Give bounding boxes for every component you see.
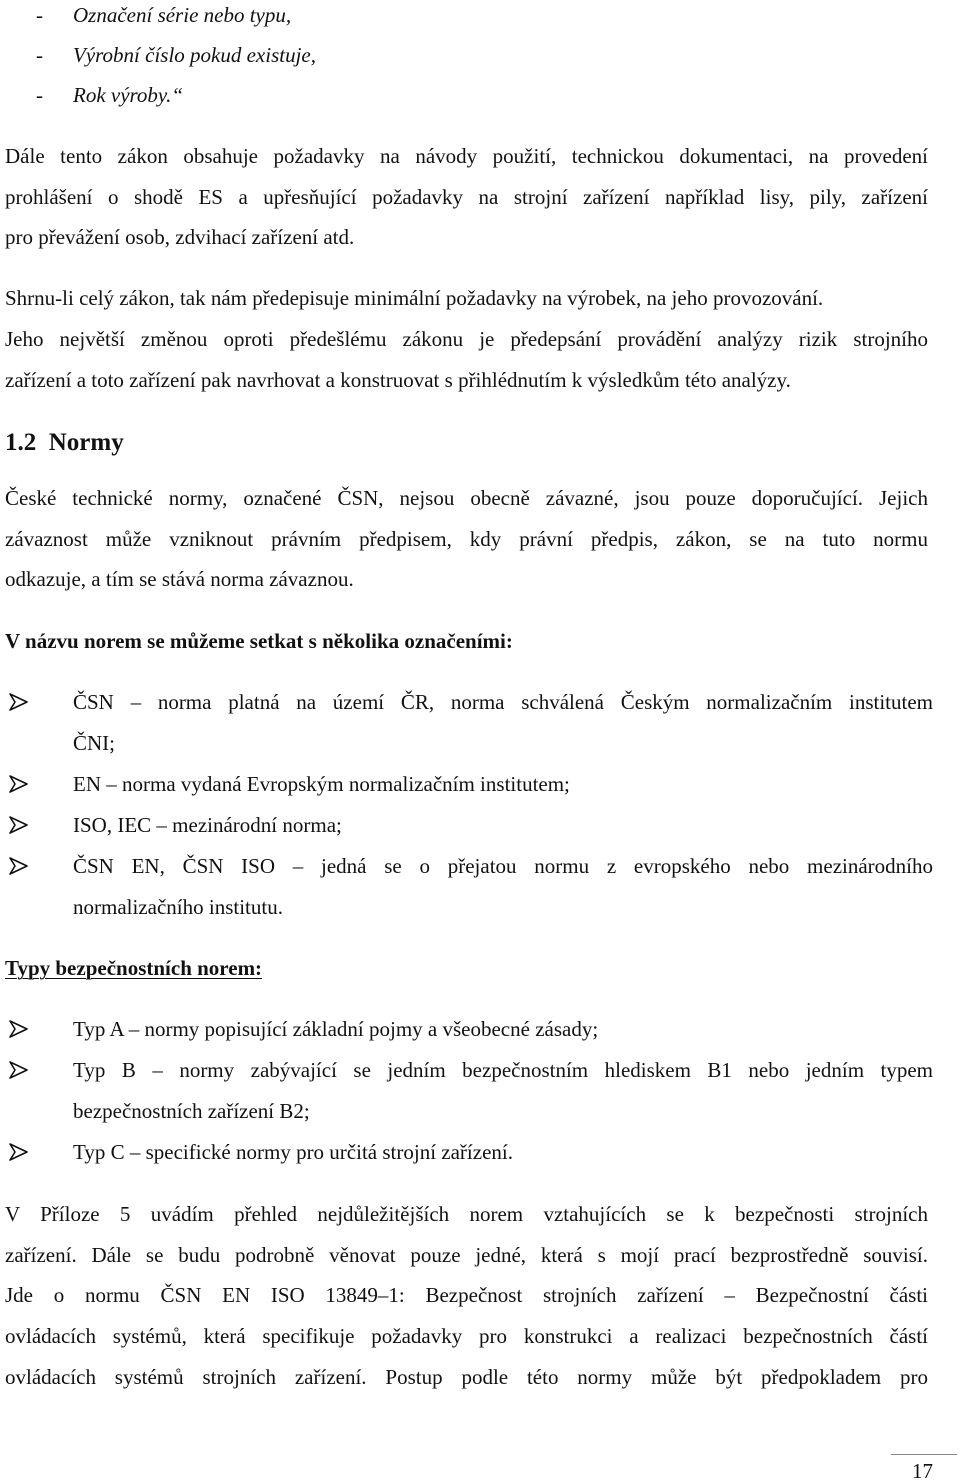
dash-marker: - xyxy=(36,3,43,27)
paragraph-line: Shrnu-li celý zákon, tak nám předepisuje minimální požadavky na výrobek, na jeho provozování. xyxy=(5,286,824,310)
list-item-text: Výrobní číslo pokud existuje, xyxy=(73,43,316,67)
list-item-text: EN – norma vydaná Evropským normalizačním institutem; xyxy=(73,772,570,796)
list-item-text: Typ A – normy popisující základní pojmy a všeobecné zásady; xyxy=(73,1017,599,1041)
dash-marker: - xyxy=(36,43,43,67)
section-number: 1.2 xyxy=(5,429,37,456)
arrow-bullet-icon xyxy=(9,1020,29,1038)
paragraph-line: Jeho největší změnou oproti předešlému zákonu je předepsání provádění analýzy rizik strojního xyxy=(5,327,928,351)
paragraph-line: odkazuje, a tím se stává norma závaznou. xyxy=(5,567,354,591)
list-item-text: Typ B – normy zabývající se jedním bezpečnostním hlediskem B1 nebo jedním typem xyxy=(73,1058,933,1082)
list-item-text: ISO, IEC – mezinárodní norma; xyxy=(73,813,342,837)
paragraph-line: závaznost může vzniknout právním předpisem, kdy právní předpis, zákon, se na tuto normu xyxy=(5,527,928,551)
arrow-bullet-icon xyxy=(9,1061,29,1079)
list-item-text: bezpečnostních zařízení B2; xyxy=(73,1099,310,1123)
paragraph-line: zařízení a toto zařízení pak navrhovat a konstruovat s přihlédnutím k výsledkům této analýzy. xyxy=(5,368,791,392)
list-item-text: normalizačního institutu. xyxy=(73,895,283,919)
types-heading xyxy=(5,955,262,981)
arrow-bullet-icon xyxy=(9,775,29,793)
arrow-bullet-icon xyxy=(9,857,29,875)
paragraph-line: zařízení. Dále se budu podrobně věnovat pouze jedné, která s mojí prací bezprostředně souvisí. xyxy=(5,1243,928,1267)
list-item-text: Typ C – specifické normy pro určitá strojní zařízení. xyxy=(73,1140,513,1164)
paragraph-line: prohlášení o shodě ES a upřesňující požadavky na strojní zařízení například lisy, pily, zařízení xyxy=(5,185,928,209)
section-title: Normy xyxy=(48,429,124,456)
list-item-text: ČSN – norma platná na území ČR, norma schválená Českým normalizačním institutem xyxy=(73,690,933,714)
list-item-text: ČSN EN, ČSN ISO – jedná se o přejatou normu z evropského nebo mezinárodního xyxy=(73,854,933,878)
paragraph-line: Dále tento zákon obsahuje požadavky na návody použití, technickou dokumentaci, na provedení xyxy=(5,144,928,168)
arrow-bullet-icon xyxy=(9,693,29,711)
page-number: 17 xyxy=(912,1459,933,1483)
paragraph-line: V Příloze 5 uvádím přehled nejdůležitějších norem vztahujících se k bezpečnosti strojních xyxy=(5,1202,928,1226)
section-heading xyxy=(5,428,124,458)
paragraph-line: Jde o normu ČSN EN ISO 13849–1: Bezpečnost strojních zařízení – Bezpečnostní části xyxy=(5,1283,928,1307)
paragraph-line: pro převážení osob, zdvihací zařízení atd. xyxy=(5,225,355,249)
dash-marker: - xyxy=(36,83,43,107)
arrow-bullet-icon xyxy=(9,816,29,834)
list-item-text: Rok výroby.“ xyxy=(73,83,184,107)
paragraph-line: České technické normy, označené ČSN, nejsou obecně závazné, jsou pouze doporučující. Jejich xyxy=(5,486,928,510)
types-heading-text: Typy bezpečnostních norem: xyxy=(5,956,263,980)
paragraph-line: ovládacích systémů, která specifikuje požadavky pro konstrukci a realizaci bezpečnostních částí xyxy=(5,1324,928,1348)
list-item-text: Označení série nebo typu, xyxy=(73,3,292,27)
arrow-bullet-icon xyxy=(9,1143,29,1161)
paragraph-line: ovládacích systémů strojních zařízení. Postup podle této normy může být předpokladem pro xyxy=(5,1365,928,1389)
markings-heading: V názvu norem se můžeme setkat s několika označeními: xyxy=(5,629,513,653)
footer-rule xyxy=(891,1454,957,1455)
list-item-text: ČNI; xyxy=(73,731,115,755)
